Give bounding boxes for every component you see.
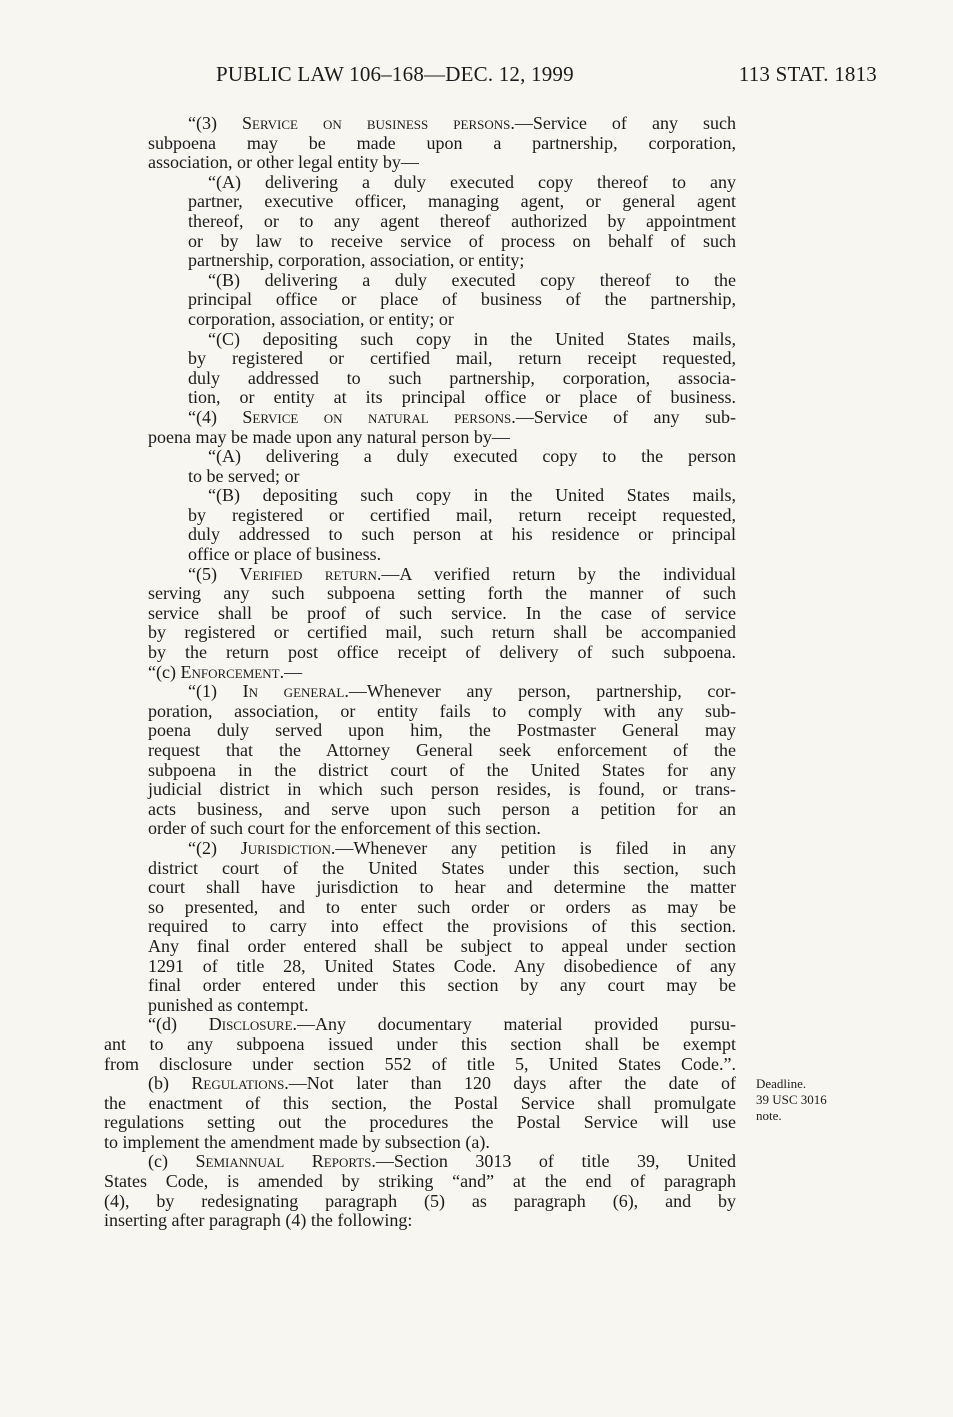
text-line: inserting after paragraph (4) the following: xyxy=(104,1210,413,1231)
line-prefix: “(4) xyxy=(188,406,243,427)
text-line: to be served; or xyxy=(188,465,300,486)
text-line: request that the Attorney General seek enforcement of the xyxy=(148,740,736,760)
section-heading: Verified return xyxy=(239,563,377,584)
text-line: district court of the United States under this section, such xyxy=(148,857,736,878)
margin-note-deadline: Deadline. xyxy=(756,1076,807,1091)
text-line: service shall be proof of such service. In the case of service xyxy=(148,602,736,623)
text-line: office or place of business. xyxy=(188,544,382,565)
text-line: duly addressed to such person at his residence or principal xyxy=(188,524,736,545)
line-prefix: “(5) xyxy=(188,563,240,584)
text-line: to implement the amendment made by subsection (a). xyxy=(104,1131,490,1152)
text-line: by registered or certified mail, return receipt requested, xyxy=(188,348,736,369)
text-line: “(B) delivering a duly executed copy thereof to the xyxy=(208,269,736,290)
text-line: poration, association, or entity fails to comply with any sub- xyxy=(148,700,736,721)
line-text: .—Any documentary material provided pursu- xyxy=(292,1014,737,1035)
section-heading: Service on business persons xyxy=(242,113,511,133)
text-line: thereof, or to any agent thereof authorized by appointment xyxy=(188,210,736,231)
text-line: “(A) delivering a duly executed copy to the person xyxy=(208,446,736,467)
text-line: tion, or entity at its principal office or place of business. xyxy=(188,387,736,408)
section-heading: Regulations xyxy=(191,1073,285,1094)
text-line: (4), by redesignating paragraph (5) as paragraph (6), and by xyxy=(104,1190,736,1211)
text-line: “(A) delivering a duly executed copy thereof to any xyxy=(208,171,736,192)
line-text: .—Not later than 120 days after the date of xyxy=(284,1073,736,1094)
page-header xyxy=(104,62,877,92)
text-line: poena may be made upon any natural person by— xyxy=(148,426,510,447)
section-heading: Semiannual Reports xyxy=(195,1151,372,1172)
line-prefix: “(c) xyxy=(148,661,181,682)
text-line xyxy=(104,114,736,134)
line-prefix: “(1) xyxy=(188,681,243,702)
section-heading: Disclosure xyxy=(208,1014,293,1035)
text-line xyxy=(104,1015,736,1035)
text-line xyxy=(104,565,736,585)
margin-note xyxy=(756,1076,856,1124)
text-line: so presented, and to enter such order or orders as may be xyxy=(148,896,736,917)
text-line: subpoena in the district court of the United States for any xyxy=(148,759,736,780)
text-line: court shall have jurisdiction to hear and determine the matter xyxy=(148,877,736,898)
text-line: regulations setting out the procedures the Postal Service will use xyxy=(104,1112,736,1133)
text-line: acts business, and serve upon such person a petition for an xyxy=(148,798,736,819)
text-line: by registered or certified mail, such return shall be accompanied xyxy=(148,622,736,643)
text-line: judicial district in which such person resides, is found, or trans- xyxy=(148,779,736,800)
text-line: “(C) depositing such copy in the United States mails, xyxy=(208,328,736,349)
text-line: poena duly served upon him, the Postmaster General may xyxy=(148,720,736,741)
text-line xyxy=(104,1074,736,1094)
line-prefix: (b) xyxy=(148,1073,192,1094)
text-line: association, or other legal entity by— xyxy=(148,152,419,173)
text-line xyxy=(104,408,736,428)
header-law-title: PUBLIC LAW 106–168—DEC. 12, 1999 xyxy=(216,62,574,86)
text-line: serving any such subpoena setting forth the manner of such xyxy=(148,583,736,604)
line-text: .— xyxy=(279,661,303,682)
line-text: .—Section 3013 of title 39, United xyxy=(371,1151,736,1172)
header-stat-page: 113 STAT. 1813 xyxy=(738,62,877,86)
text-line xyxy=(104,682,736,702)
line-text: .—Service of any sub- xyxy=(511,406,736,427)
text-line: 1291 of title 28, United States Code. Any disobedience of any xyxy=(148,955,736,976)
margin-note-citation: 39 USC 3016 xyxy=(756,1092,827,1107)
text-line: required to carry into effect the provisions of this section. xyxy=(148,916,736,937)
text-line xyxy=(104,663,736,683)
line-prefix: “(d) xyxy=(148,1014,209,1035)
text-line: duly addressed to such partnership, corporation, associa- xyxy=(188,367,736,388)
text-line: order of such court for the enforcement of this section. xyxy=(148,818,541,839)
text-line: or by law to receive service of process on behalf of such xyxy=(188,230,736,251)
line-text: .—Whenever any person, partnership, cor- xyxy=(344,681,736,702)
line-text: .—Whenever any petition is filed in any xyxy=(330,837,736,858)
text-line: final order entered under this section by any court may be xyxy=(148,975,736,996)
section-heading: Jurisdiction xyxy=(240,837,331,858)
line-prefix: “(2) xyxy=(188,837,241,858)
text-line: partnership, corporation, association, or entity; xyxy=(188,250,525,271)
text-line: Any final order entered shall be subject to appeal under section xyxy=(148,935,736,956)
text-line xyxy=(104,839,736,859)
text-line: by registered or certified mail, return receipt requested, xyxy=(188,504,736,525)
text-line: corporation, association, or entity; or xyxy=(188,308,454,329)
section-heading: Enforcement xyxy=(180,661,280,682)
section-heading: Service on natural persons xyxy=(242,406,512,427)
margin-note-note: note. xyxy=(756,1108,782,1123)
text-line: “(B) depositing such copy in the United States mails, xyxy=(208,485,736,506)
line-text: .—Service of any such xyxy=(510,113,736,133)
text-line: subpoena may be made upon a partnership, corporation, xyxy=(148,132,736,153)
text-line: principal office or place of business of the partnership, xyxy=(188,289,736,310)
text-line: from disclosure under section 552 of title 5, United States Code.”. xyxy=(104,1053,736,1074)
document-body xyxy=(104,114,736,1231)
section-heading: In general xyxy=(242,681,345,702)
line-prefix: (c) xyxy=(148,1151,196,1172)
text-line: ant to any subpoena issued under this section shall be exempt xyxy=(104,1033,736,1054)
text-line: by the return post office receipt of delivery of such subpoena. xyxy=(148,642,736,663)
text-line: partner, executive officer, managing agent, or general agent xyxy=(188,191,736,212)
text-line: States Code, is amended by striking “and” at the end of paragraph xyxy=(104,1171,736,1192)
line-text: .—A verified return by the individual xyxy=(376,563,737,584)
text-line xyxy=(104,1152,736,1172)
line-prefix: “(3) xyxy=(188,113,243,133)
text-line: the enactment of this section, the Postal Service shall promulgate xyxy=(104,1092,736,1113)
text-line: punished as contempt. xyxy=(148,994,309,1015)
